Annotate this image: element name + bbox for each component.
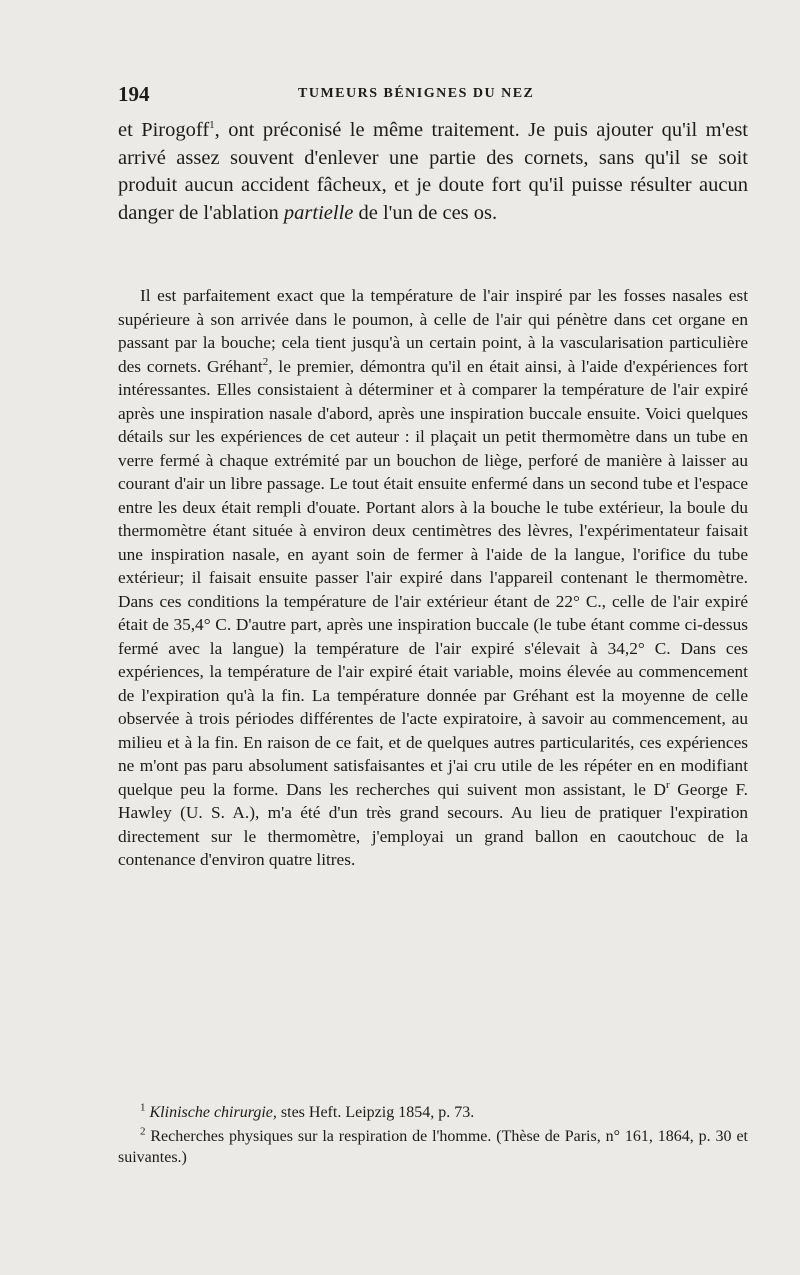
body-paragraph — [118, 284, 748, 872]
page-header — [118, 82, 748, 108]
footnote-2 — [118, 1126, 748, 1168]
lead-paragraph — [118, 117, 748, 227]
footnote-ref-2: 2 — [262, 355, 269, 368]
lead-text-3: de l'un de ces os. — [353, 201, 498, 224]
footnote-1-title: Klinische chirurgie, — [149, 1104, 277, 1121]
lead-italic-word: partielle — [283, 201, 354, 224]
footnote-1 — [118, 1102, 748, 1123]
lead-text-2: , ont préconisé le même traitement. Je puis ajouter qu'il m'est arrivé assez souvent d'enlever une partie des cornets, sans qu'il se soit produit aucun accident fâcheux, et je doute fort qu'il puisse résulter aucun danger de l'ablation — [118, 119, 748, 224]
footnote-1-text: stes Heft. Leipzig 1854, p. 73. — [276, 1104, 475, 1121]
body-text-3: George F. Hawley (U. S. A.), m'a été d'un très grand secours. Au lieu de pratiquer l'expiration directement sur le thermomètre, j'employai un grand ballon en caoutchouc de la contenance d'environ quatre litres. — [118, 779, 748, 869]
lead-text-1: et Pirogoff — [118, 119, 210, 141]
dr-superscript: r — [666, 778, 670, 791]
footnote-2-text: Recherches physiques sur la respiration de l'homme. (Thèse de Paris, n° 161, 1864, p. 30 et suivantes.) — [118, 1128, 748, 1166]
footnote-ref-1: 1 — [209, 119, 215, 132]
footnote-2-mark: 2 — [140, 1125, 146, 1138]
page-number: 194 — [118, 82, 150, 106]
footnotes — [118, 1102, 748, 1168]
body-text-2: , le premier, démontra qu'il en était ainsi, à l'aide d'expériences fort intéressantes. Elles consistaient à déterminer et à comparer la température de l'air expiré après une inspiration nasale d'abord, après une inspiration buccale ensuite. Voici quelques détails sur les expériences de cet auteur : il plaçait un petit thermomètre dans un tube en verre fermé à chaque extrémité par un bouchon de liège, perforé de manière à laisser au courant d'air un libre passage. Le tout était ensuite enfermé dans un second tube et l'espace entre les deux était rempli d'ouate. Portant alors à la bouche le tube extérieur, la boule du thermomètre étant située à environ deux centimètres des lèvres, l'expérimentateur faisait une inspiration nasale, en ayant soin de fermer à l'aide de la langue, l'orifice du tube extérieur; il faisait ensuite passer l'air expiré dans l'appareil contenant le thermomètre. Dans ces conditions la température de l'air extérieur étant de 22° C., celle de l'air expiré était de 35,4° C. D'autre part, après une inspiration buccale (le tube étant comme ci-dessus fermé avec la langue) la température de l'air expiré s'élevait à 34,2° C. Dans ces expériences, la température de l'air expiré était variable, moins élevée au commencement de l'expiration qu'à la fin. La température donnée par Gréhant est la moyenne de celle observée à trois périodes différentes de l'acte expiratoire, à savoir au commencement, au milieu et à la fin. En raison de ce fait, et de quelques autres particularités, ces expériences ne m'ont pas paru absolument satisfaisantes et j'ai cru utile de les répéter en en modifiant quelque peu la forme. Dans les recherches qui suivent mon assistant, le D — [118, 356, 749, 799]
footnote-1-mark: 1 — [140, 1101, 146, 1114]
running-title: TUMEURS BÉNIGNES DU NEZ — [298, 86, 535, 101]
body-text-1: Il est parfaitement exact que la température de l'air inspiré par les fosses nasales est supérieure à son arrivée dans le poumon, à celle de l'air qui pénètre dans cet organe en passant par la bouche; cela tient jusqu'à un certain point, à la vascularisation particulière des cornets. Gréhant — [118, 286, 748, 376]
